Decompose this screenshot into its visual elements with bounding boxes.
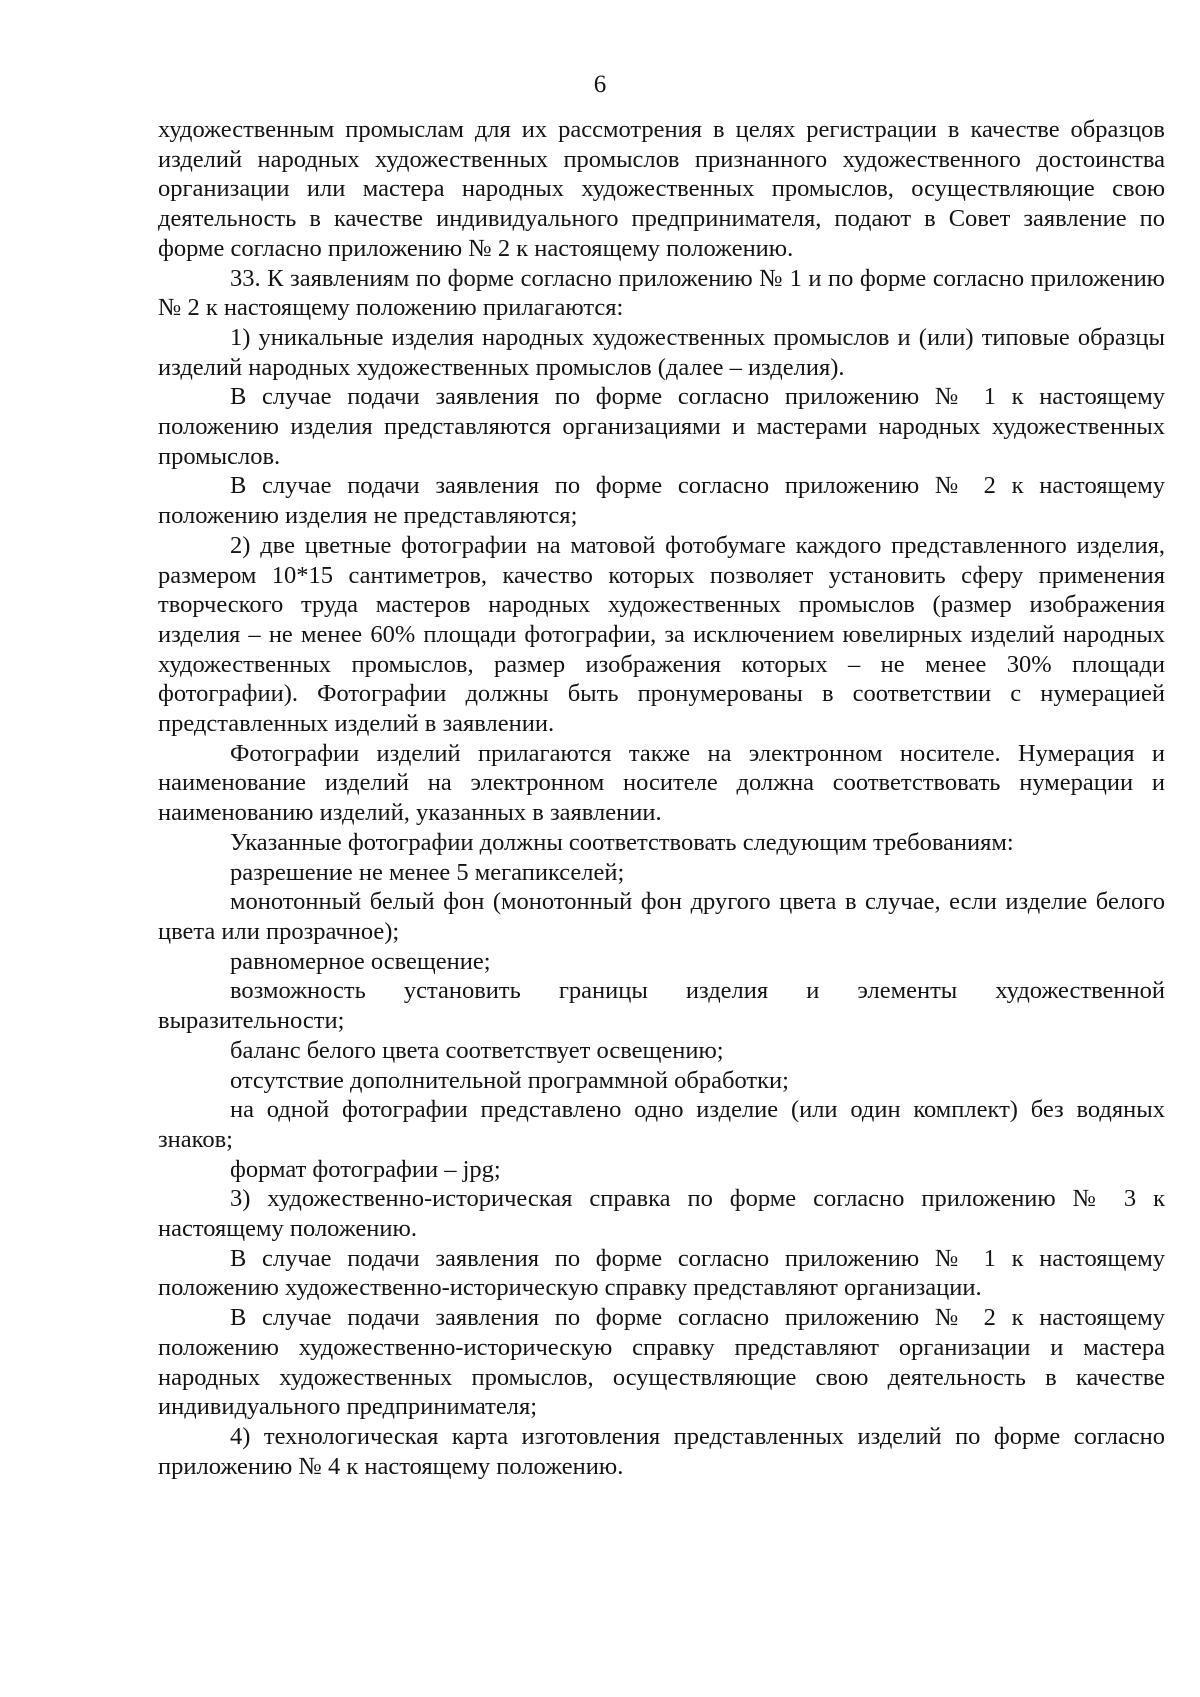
- requirement-background: монотонный белый фон (монотонный фон другого цвета в случае, если изделие белого цвета или прозрачное);: [158, 888, 1165, 945]
- document-body: [158, 115, 1165, 1481]
- requirement-format: формат фотографии – jpg;: [230, 1155, 501, 1183]
- paragraph-case-form-2-items: В случае подачи заявления по форме согласно приложению № 2 к настоящему положению изделия не представляются;: [158, 472, 1165, 530]
- page-number: 6: [593, 71, 607, 98]
- paragraph-electronic-media: Фотографии изделий прилагаются также на электронном носителе. Нумерация и наименование изделий на электронном носителе должна соответствовать нумерации и наименованию изделий, указанных в заявлении.: [158, 739, 1165, 827]
- paragraph-case-form-2-reference: В случае подачи заявления по форме согласно приложению № 2 к настоящему положению художественно-историческую справку представляют организации и мастера народных художественных промыслов, осуществляющие свою деятельность в качестве индивидуального предпринимателя;: [158, 1304, 1165, 1421]
- requirement-no-processing: отсутствие дополнительной программной обработки;: [230, 1066, 789, 1094]
- paragraph-item-33: 33. К заявлениям по форме согласно приложению № 1 и по форме согласно приложению № 2 к настоящему положению прилагаются:: [158, 264, 1165, 322]
- paragraph-subitem-2: 2) две цветные фотографии на матовой фотобумаге каждого представленного изделия, размером 10*15 сантиметров, качество которых позволяет установить сферу применения творческого труда мастеров народных художественных промыслов (размер изображения изделия – не менее 60% площади фотографии, за исключением ювелирных изделий народных художественных промыслов, размер изображения которых – не менее 30% площади фотографии). Фотографии должны быть пронумерованы в соответствии с нумерацией представленных изделий в заявлении.: [158, 531, 1165, 738]
- requirement-resolution: разрешение не менее 5 мегапикселей;: [230, 858, 625, 886]
- paragraph-subitem-1: 1) уникальные изделия народных художественных промыслов и (или) типовые образцы изделий народных художественных промыслов (далее – изделия).: [158, 323, 1165, 381]
- paragraph-case-form-1-reference: В случае подачи заявления по форме согласно приложению № 1 к настоящему положению художественно-историческую справку представляют организации.: [158, 1244, 1165, 1302]
- paragraph-case-form-1-items: В случае подачи заявления по форме согласно приложению № 1 к настоящему положению изделия представляются организациями и мастерами народных художественных промыслов.: [158, 383, 1165, 470]
- requirement-white-balance: баланс белого цвета соответствует освещению;: [230, 1036, 724, 1064]
- paragraph-subitem-3: 3) художественно-историческая справка по форме согласно приложению № 3 к настоящему положению.: [158, 1185, 1165, 1243]
- paragraph-continuation: художественным промыслам для их рассмотрения в целях регистрации в качестве образцов изделий народных художественных промыслов признанного художественного достоинства организации или мастера народных художественных промыслов, осуществляющие свою деятельность в качестве индивидуального предпринимателя, подают в Совет заявление по форме согласно приложению № 2 к настоящему положению.: [158, 116, 1165, 262]
- requirement-lighting: равномерное освещение;: [230, 947, 491, 975]
- paragraph-photo-requirements: Указанные фотографии должны соответствовать следующим требованиям:: [230, 828, 1014, 856]
- requirement-boundaries: возможность установить границы изделия и элементы художественной выразительности;: [158, 977, 1165, 1035]
- paragraph-subitem-4: 4) технологическая карта изготовления представленных изделий по форме согласно приложению № 4 к настоящему положению.: [158, 1422, 1165, 1480]
- requirement-one-item: на одной фотографии представлено одно изделие (или один комплект) без водяных знаков;: [158, 1096, 1165, 1153]
